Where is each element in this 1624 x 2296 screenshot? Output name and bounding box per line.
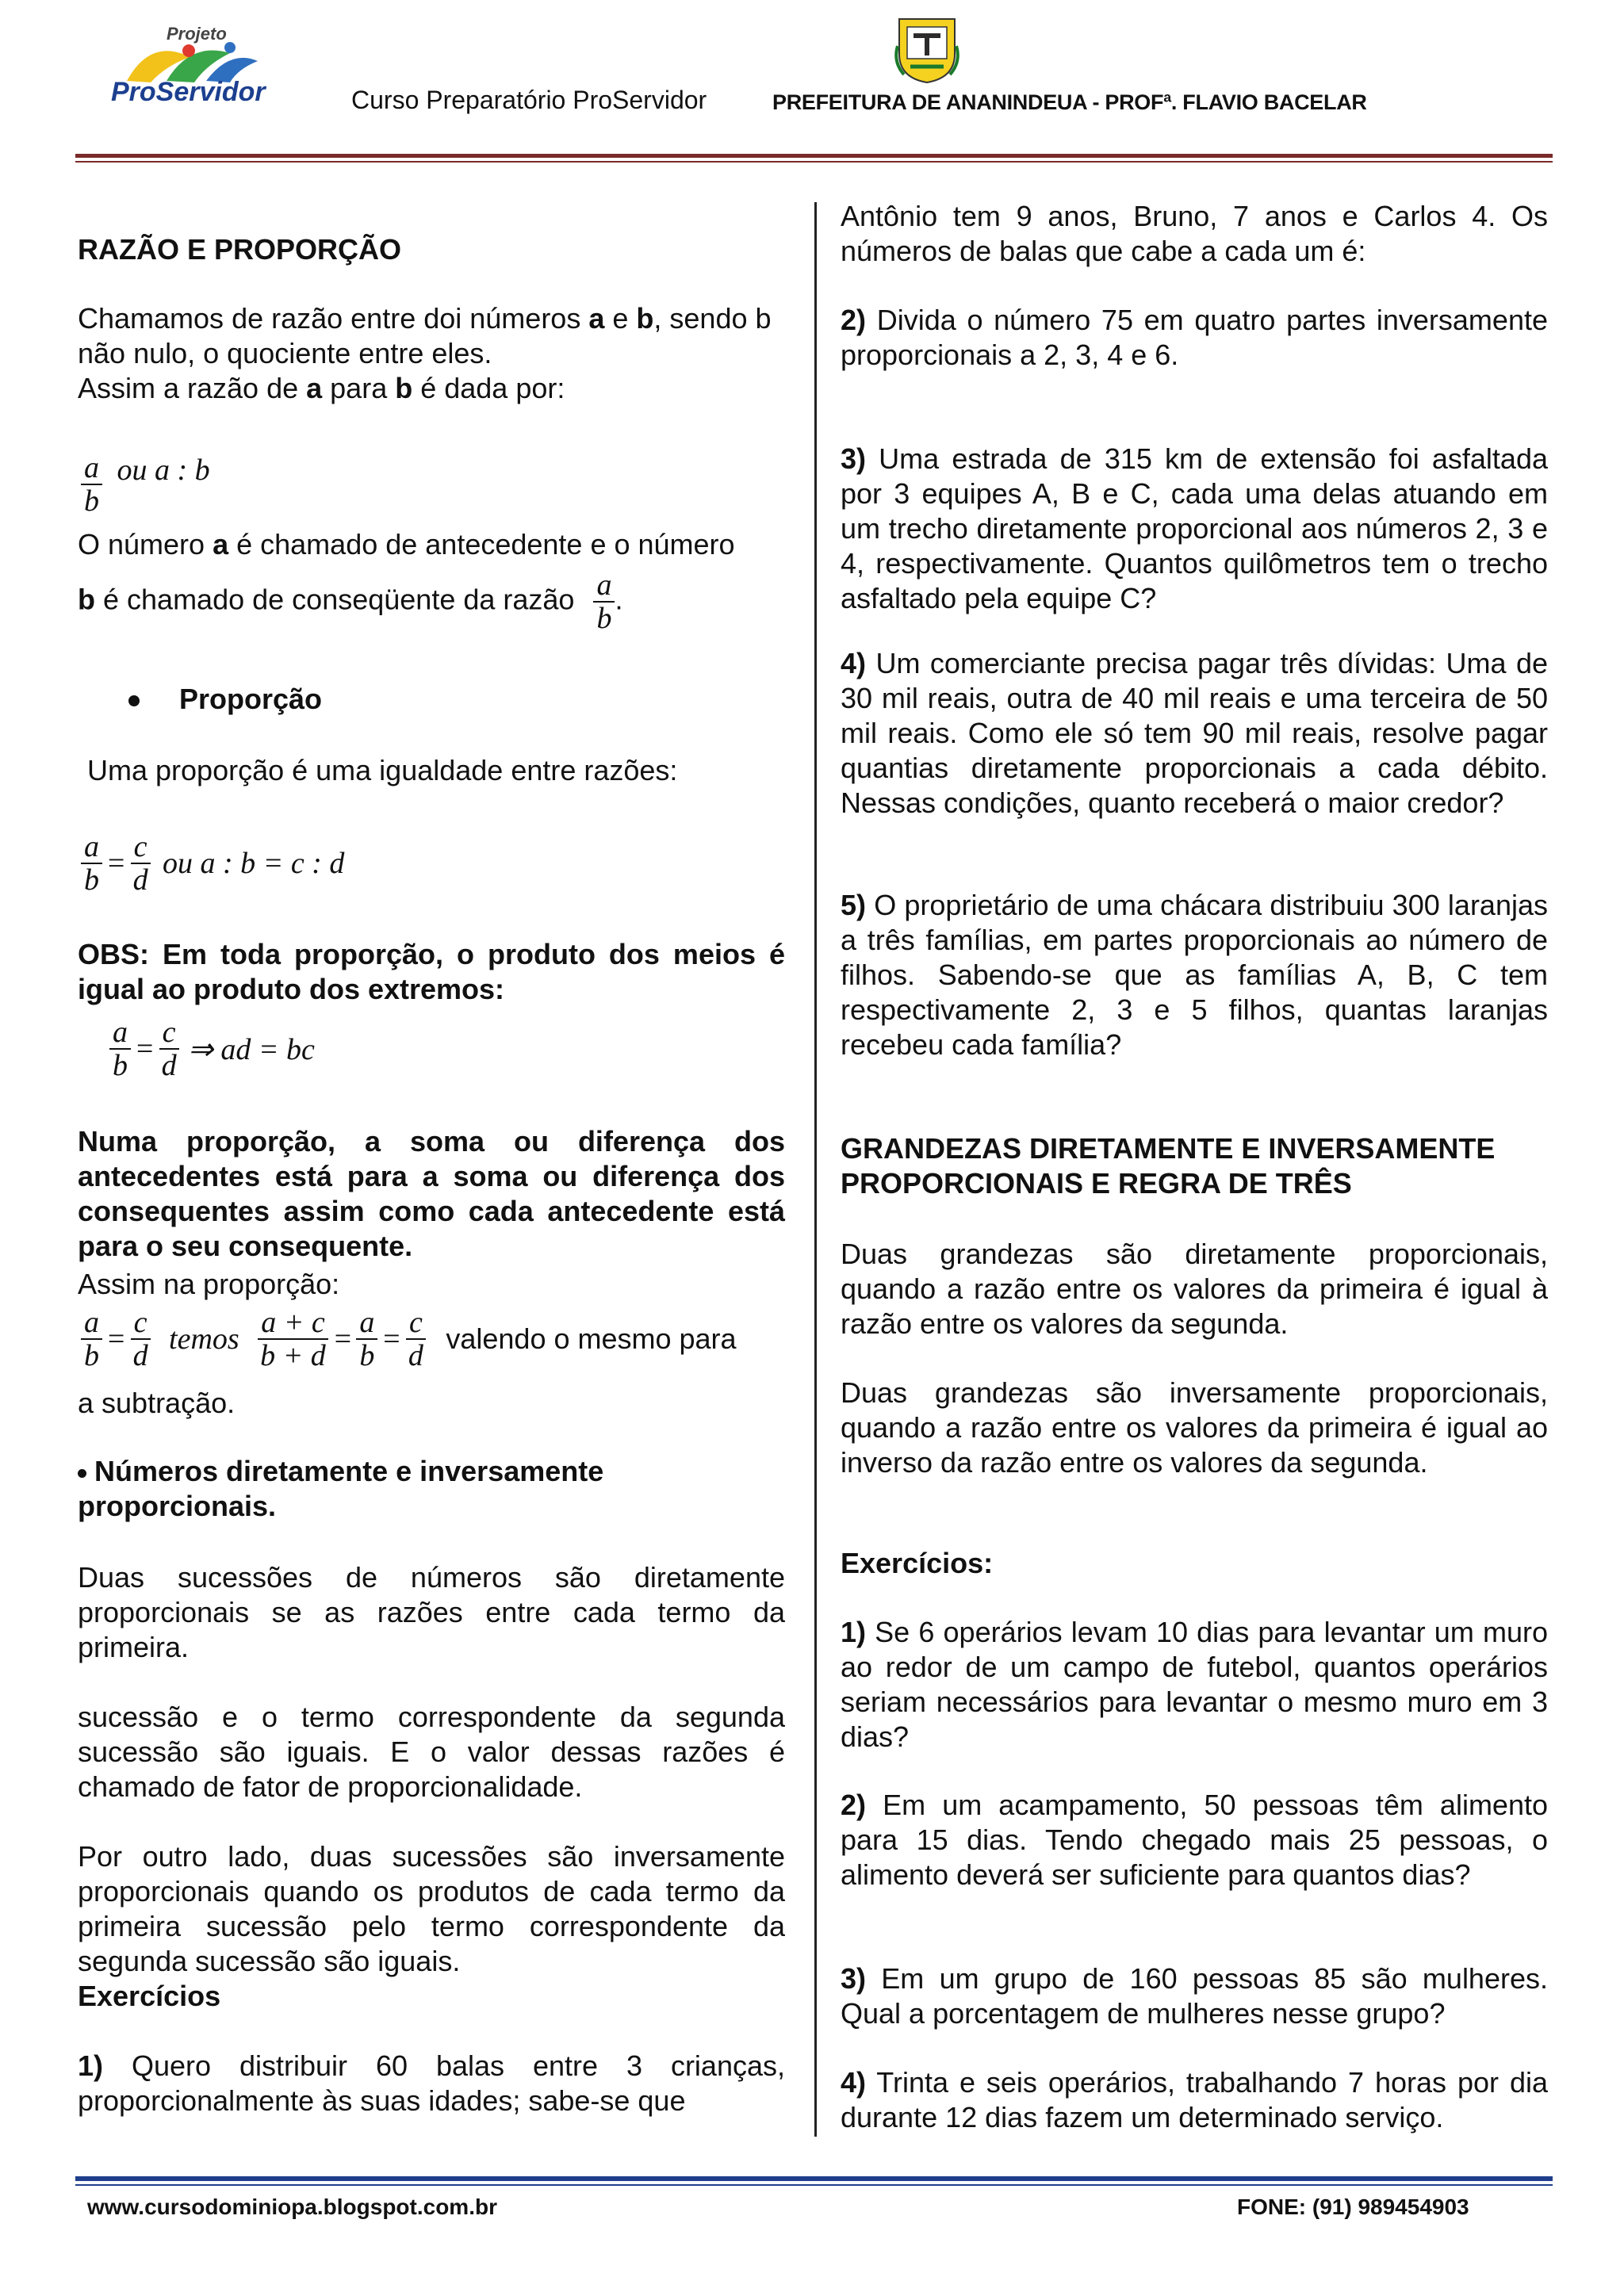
bullet-icon: [128, 695, 140, 706]
consequente-text: b é chamado de conseqüente da razão $\frac{a}{b}$ .: [78, 568, 623, 635]
paragraph-diretamente: Duas sucessões de números são diretamente proporcionais se as razões entre cada termo da primeira.: [78, 1561, 785, 1663]
footer-divider: [75, 2176, 1553, 2181]
exercise-4: 4) Um comerciante precisa pagar três dívidas: Uma de 30 mil reais, outra de 40 mil reais e uma terceira de 50 mil reais. Como ele só tem 90 mil reais, resolve pagar quantias diretamente proporcionais a cada débito. Nessas condições, quanto receberá o maior credor?: [841, 647, 1548, 819]
razao-definition: Chamamos de razão entre doi números a e b, sendo b não nulo, o quociente entre eles. Assim a razão de a para b é dada por:: [78, 302, 772, 404]
assim-text: Assim na proporção:: [78, 1268, 340, 1300]
column-divider: [814, 202, 817, 2137]
exercise-r2: 2) Em um acampamento, 50 pessoas têm alimento para 15 dias. Tendo chegado mais 25 pessoas, o alimento deverá ser suficiente para quantos dias?: [841, 1789, 1548, 1891]
exercise-r1: 1) Se 6 operários levam 10 dias para levantar um muro ao redor de um campo de futebol, quantos operários seriam necessários para levantar o mesmo muro em 3 dias?: [841, 1616, 1548, 1753]
obs-text: OBS: Em toda proporção, o produto dos meios é igual ao produto dos extremos:: [78, 938, 785, 1005]
exercise-3: 3) Uma estrada de 315 km de extensão foi asfaltada por 3 equipes A, B e C, cada uma delas atuando em um trecho diretamente proporcional aos números 2, 3 e 4, respectivamente. Quantos quilômetros tem o trecho asfaltado pela equipe C?: [841, 442, 1548, 614]
fraction-a-over-b: $\frac{a}{b}$: [81, 452, 102, 517]
ananindeua-crest-icon: [894, 14, 959, 84]
ratio-formula: $\frac{a}{b}$ ou a : b: [81, 452, 210, 517]
numeros-heading: Números diretamente e inversamente proporcionais.: [78, 1455, 604, 1522]
fraction-a-over-b-inline: $\frac{a}{b}$: [593, 569, 615, 634]
exercise-2: 2) Divida o número 75 em quatro partes inversamente proporcionais a 2, 3, 4 e 6.: [841, 304, 1548, 371]
header-course-title: Curso Preparatório ProServidor: [351, 86, 707, 114]
grandezas-diretamente: Duas grandezas são diretamente proporcionais, quando a razão entre os valores da primeira é igual à razão entre os valores da segunda.: [841, 1238, 1548, 1340]
footer-divider-thin: [75, 2184, 1553, 2186]
exercise-1-left: 1) Quero distribuir 60 balas entre 3 crianças, proporcionalmente às suas idades; sabe-se que: [78, 2049, 785, 2117]
exercise-r3: 3) Em um grupo de 160 pessoas 85 são mulheres. Qual a porcentagem de mulheres nesse grupo?: [841, 1962, 1548, 2030]
grandezas-inversamente: Duas grandezas são inversamente proporcionais, quando a razão entre os valores da primeira é igual ao inverso da razão entre os valores da segunda.: [841, 1376, 1548, 1479]
proporcao-definition: Uma proporção é uma igualdade entre razões:: [87, 754, 678, 786]
exercicios-heading-right: Exercícios:: [841, 1547, 994, 1579]
proporcao-formula: $\frac{a}{b}$ = $\frac{c}{d}$ ou a : b = c : d: [81, 831, 344, 896]
antecedente-text: O número a é chamado de antecedente e o número: [78, 528, 735, 561]
header-prefeitura: PREFEITURA DE ANANINDEUA - PROFª. FLAVIO BACELAR: [772, 90, 1367, 114]
bullet-icon: [78, 1469, 86, 1478]
header-divider-thin: [75, 161, 1553, 163]
soma-diferenca-text: Numa proporção, a soma ou diferença dos antecedentes está para a soma ou diferença dos consequentes assim como cada antecedente está para o seu consequente.: [78, 1125, 785, 1262]
grandezas-heading: GRANDEZAS DIRETAMENTE E INVERSAMENTE PROPORCIONAIS E REGRA DE TRÊS: [841, 1132, 1496, 1200]
logo-small-text: Projeto: [167, 24, 227, 44]
paragraph-inversamente: Por outro lado, duas sucessões são inversamente proporcionais quando os produtos de cada termo da primeira sucessão pelo termo correspondente da segunda sucessão são iguais.: [78, 1840, 785, 1977]
exercise-1-continuation: Antônio tem 9 anos, Bruno, 7 anos e Carlos 4. Os números de balas que cabe a cada um é:: [841, 200, 1548, 267]
header-divider: [75, 154, 1553, 158]
soma-formula: $\frac{a}{b}$ = $\frac{c}{d}$ temos $\frac{a + c}{b + d}$ = $\frac{a}{b}$ = $\frac{c}{d}$ valendo o mesmo para: [81, 1307, 737, 1372]
footer-website-link[interactable]: www.cursodominiopa.blogspot.com.br: [87, 2195, 497, 2219]
exercise-5: 5) O proprietário de uma chácara distribuiu 300 laranjas a três famílias, em partes proporcionais ao número de filhos. Sabendo-se que as famílias A, B, C tem respectivamente 2, 3 e 5 filhos, quantas laranjas recebeu cada família?: [841, 889, 1548, 1061]
logo-main-text: ProServidor: [111, 77, 266, 107]
proservidor-logo: [111, 17, 270, 113]
paragraph-fator: sucessão e o termo correspondente da segunda sucessão são iguais. E o valor dessas razões é chamado de fator de proporcionalidade.: [78, 1701, 785, 1803]
proporcao-heading: Proporção: [128, 682, 322, 717]
exercise-r4: 4) Trinta e seis operários, trabalhando 7 horas por dia durante 12 dias fazem um determinado serviço.: [841, 2066, 1548, 2133]
footer-phone: FONE: (91) 989454903: [1237, 2195, 1469, 2219]
section-title-razao-proporcao: RAZÃO E PROPORÇÃO: [78, 233, 402, 266]
exercicios-heading-left: Exercícios: [78, 1980, 221, 2012]
subtracao-text: a subtração.: [78, 1387, 236, 1419]
obs-formula: $\frac{a}{b}$ = $\frac{c}{d}$ ⇒ ad = bc: [109, 1016, 315, 1081]
